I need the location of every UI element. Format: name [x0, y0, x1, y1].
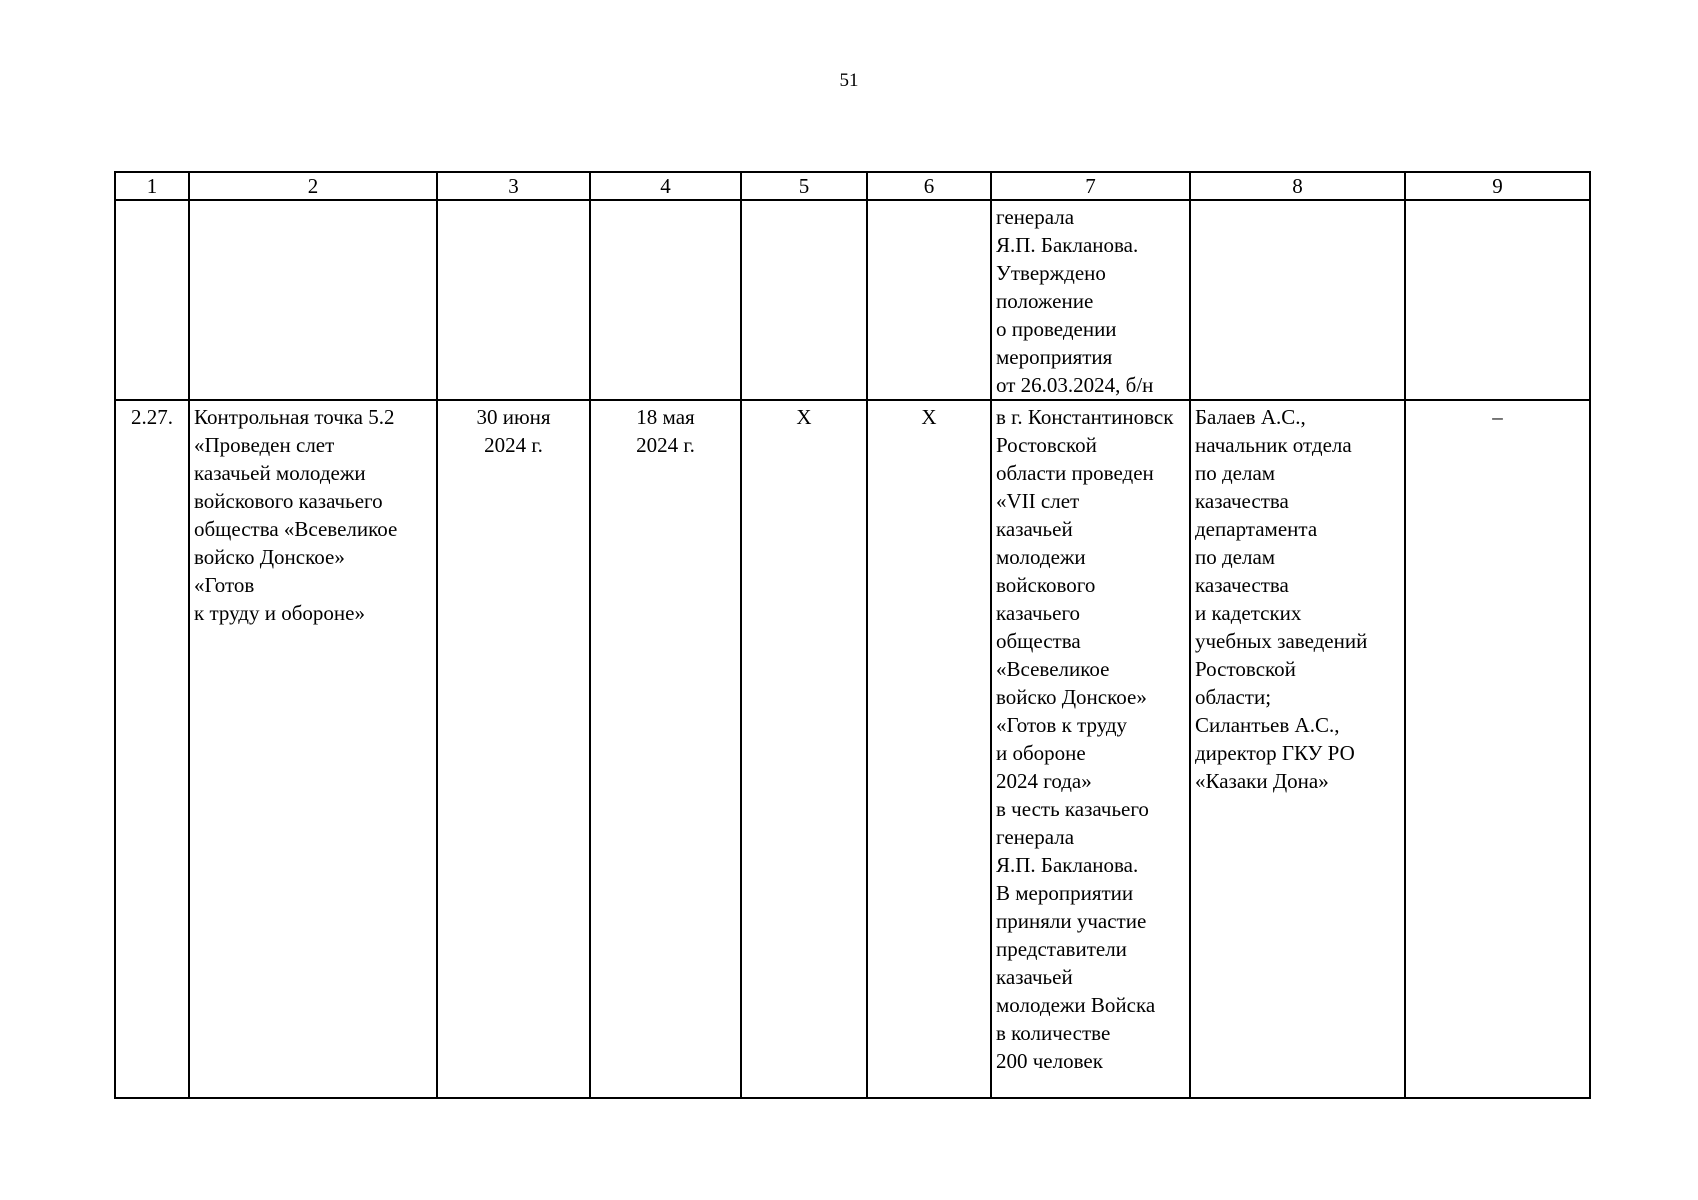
header-cell: 7 [991, 172, 1190, 200]
continuation-result-cell: генерала Я.П. Бакланова. Утверждено положение о проведении мероприятия от 26.03.2024, б/н [991, 200, 1190, 400]
col9-cell: – [1405, 400, 1590, 1098]
table-cell [590, 200, 741, 400]
header-cell: 1 [115, 172, 189, 200]
table-cell [115, 200, 189, 400]
responsible-cell: Балаев А.С., начальник отдела по делам казачества департамента по делам казачества и кадетских учебных заведений Ростовской области; Силантьев А.С., директор ГКУ РО «Казаки Дона» [1190, 400, 1405, 1098]
table-header-row [115, 172, 1590, 200]
table-cell [867, 200, 991, 400]
table-cell [437, 200, 590, 400]
row-number-cell: 2.27. [115, 400, 189, 1098]
header-cell: 4 [590, 172, 741, 200]
report-table [114, 171, 1591, 1099]
col6-cell: X [867, 400, 991, 1098]
table-cell [1405, 200, 1590, 400]
plan-date-cell: 30 июня 2024 г. [437, 400, 590, 1098]
event-name-cell: Контрольная точка 5.2 «Проведен слет казачьей молодежи войскового казачьего общества «Всевеликое войско Донское» «Готов к труду и обороне» [189, 400, 437, 1098]
table-cell [1190, 200, 1405, 400]
table-cell [741, 200, 867, 400]
header-cell: 3 [437, 172, 590, 200]
header-cell: 6 [867, 172, 991, 200]
header-cell: 2 [189, 172, 437, 200]
header-cell: 5 [741, 172, 867, 200]
header-cell: 8 [1190, 172, 1405, 200]
result-cell: в г. Константиновск Ростовской области проведен «VII слет казачьей молодежи войскового казачьего общества «Всевеликое войско Донское» «Готов к труду и обороне 2024 года» в честь казачьего генерала Я.П. Бакланова. В мероприятии приняли участие представители казачьей молодежи Войска в количестве 200 человек [991, 400, 1190, 1098]
table-row-2-27 [115, 400, 1590, 1098]
table-row-continuation [115, 200, 1590, 400]
page-number: 51 [839, 70, 859, 91]
col5-cell: X [741, 400, 867, 1098]
header-cell: 9 [1405, 172, 1590, 200]
table-cell [189, 200, 437, 400]
fact-date-cell: 18 мая 2024 г. [590, 400, 741, 1098]
